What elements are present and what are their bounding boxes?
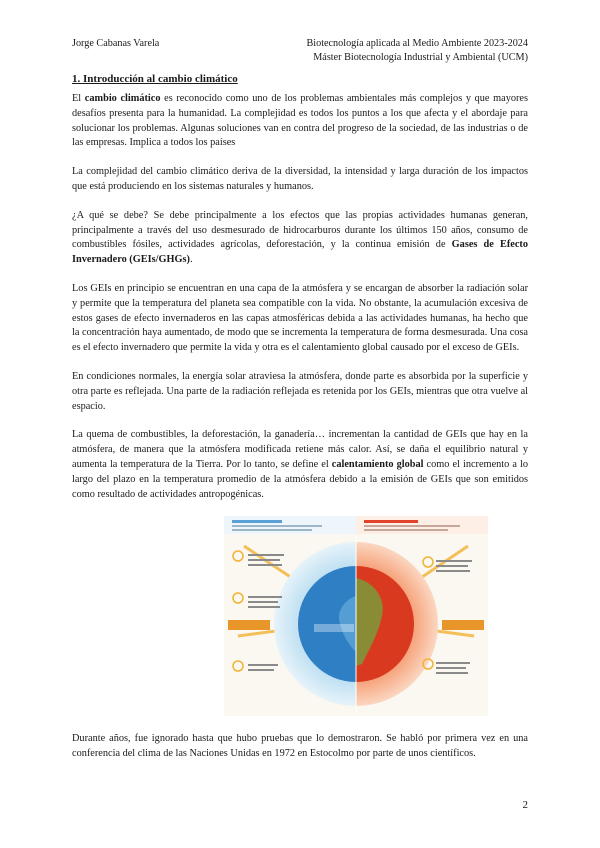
p6-text: La quema de combustibles, la deforestación, la ganadería… incrementan la cantidad de GEIs que hay en la atmósfera, de manera que la atmósfera modificada retiene más calor. Así, se daña el equilibrio natural y aumenta la temperatura de la Tierra. Por lo tanto, se define el xyxy=(72,429,528,470)
greenhouse-diagram xyxy=(224,516,488,716)
p3-text: ¿A qué se debe? Se debe principalmente a los efectos que las propias actividades humanas generan, principalmente a través del uso desmesurado de hidrocarburos durante los últimos 150 años, consumo de combustibles fósiles, actividades agrícolas, deforestación, y la continua emisión de xyxy=(72,209,528,251)
section-title: 1. Introducción al cambio climático xyxy=(72,73,238,85)
paragraph-1 xyxy=(72,92,528,151)
paragraph-3 xyxy=(72,209,528,268)
p1-rest: es reconocido como uno de los problemas ambientales más complejos y que mayores desafíos presenta para la humanidad. La complejidad es todos los puntos a los que afecta y el abordaje para solucionar los problemas. Algunas soluciones van en contra del progreso de la sociedad, de las industrias o de las empresas. Implica a todos los países xyxy=(72,93,528,149)
paragraph-6 xyxy=(72,428,528,502)
label-left xyxy=(228,620,270,630)
page-number: 2 xyxy=(522,799,528,811)
paragraph-5: En condiciones normales, la energía solar atraviesa la atmósfera, donde parte es absorbida por la superficie y otra parte es reflejada. Una parte de la radiación reflejada es retenida por los GEIs, mientras que otra vuelve al espacio. xyxy=(72,370,528,412)
p6-rest: como el incremento a lo largo del plazo en la temperatura promedio de la atmósfera debido a la emisión de GEIs que son emitidos como resultado de actividades antropogénicas. xyxy=(72,458,528,500)
p1-bold: cambio climático xyxy=(84,93,161,104)
greenhouse-effect-figure xyxy=(224,516,488,716)
header-author: Jorge Cabanas Varela xyxy=(72,38,160,49)
paragraph-2: La complejidad del cambio climático deriva de la diversidad, la intensidad y larga duración de los impactos que está produciendo en los sistemas naturales y humanos. xyxy=(72,166,528,192)
header-course-info xyxy=(306,37,528,65)
header-program: Máster Biotecnología Industrial y Ambiental (UCM) xyxy=(313,52,528,63)
paragraph-4: Los GEIs en principio se encuentran en una capa de la atmósfera y se encargan de absorber la radiación solar y permite que la temperatura del planeta sea compatible con la vida. No obstante, la acumulación excesiva de estos gases de efecto invernaderos en las capas atmosféricas debida a las actividades humanas, ha hecho que la concentración haya aumentado, de modo que se incrementa la temperatura de forma desmesurada. Una cosa es el efecto invernadero que permite la vida y otra es el calentamiento global causado por el exceso de GEIs. xyxy=(72,282,528,354)
p1-lead: El xyxy=(72,93,82,104)
label-right xyxy=(442,620,484,630)
header-course: Biotecnología aplicada al Medio Ambiente 2023-2024 xyxy=(306,38,528,49)
paragraph-7: Durante años, fue ignorado hasta que hubo pruebas que lo demostraron. Se habló por primera vez en una conferencia del clima de las Naciones Unidas en 1972 en Estocolmo por parte de unos científicos. xyxy=(72,733,528,760)
page-content xyxy=(72,72,528,762)
p3-bold: Gases de Efecto Invernadero (GEIs/GHGs) xyxy=(72,239,528,266)
p6-bold: calentamiento global xyxy=(331,458,424,470)
p3-end: . xyxy=(189,254,193,266)
